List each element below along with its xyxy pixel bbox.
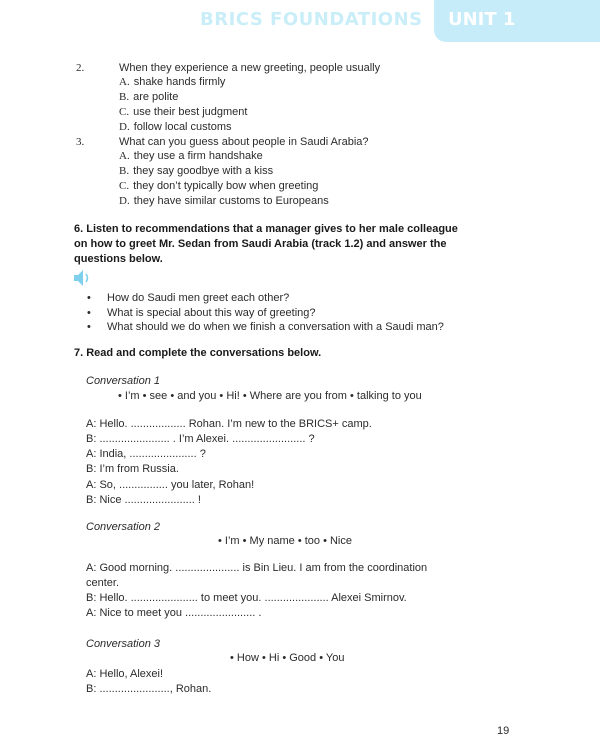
page-header <box>0 0 600 44</box>
option-text: follow local customs <box>133 121 232 133</box>
conversation-1-wordbank: • I’m • see • and you • Hi! • Where are you from • talking to you <box>118 390 422 402</box>
option-letter: D. <box>119 195 130 207</box>
list-item: • How do Saudi men greet each other? <box>87 291 444 306</box>
conversation-1-line: A: So, ................ you later, Rohan! <box>86 479 255 491</box>
task-6-line-1: 6. Listen to recommendations that a manager gives to her male colleague <box>74 223 458 235</box>
q3-option-b <box>119 165 273 177</box>
list-item: • What should we do when we finish a conversation with a Saudi man? <box>87 320 444 335</box>
unit-label: UNIT 1 <box>448 9 516 30</box>
q3-option-c <box>119 180 318 192</box>
option-letter: B. <box>119 91 130 103</box>
conversation-2-line: A: Nice to meet you ....................... . <box>86 607 262 619</box>
option-letter: C. <box>119 106 130 118</box>
conversation-1-line: B: ....................... . I’m Alexei. ........................ ? <box>86 433 315 445</box>
task-7-heading: 7. Read and complete the conversations below. <box>74 347 322 359</box>
page-number: 19 <box>497 725 510 737</box>
conversation-1-line: B: I’m from Russia. <box>86 463 179 475</box>
conversation-2-line: B: Hello. ...................... to meet you. ..................... Alexei Smirnov. <box>86 592 407 604</box>
question-3-number: 3. <box>76 136 85 148</box>
option-text: they say goodbye with a kiss <box>133 165 274 177</box>
task-6-questions <box>87 291 444 335</box>
question-3-text: What can you guess about people in Saudi Arabia? <box>119 136 369 148</box>
q2-option-d <box>119 121 232 133</box>
task-6-heading <box>74 222 458 267</box>
q2-option-c <box>119 106 247 118</box>
option-text: they use a firm handshake <box>133 150 263 162</box>
option-letter: D. <box>119 121 130 133</box>
option-text: use their best judgment <box>133 106 248 118</box>
conversation-2-line: A: Good morning. ..................... is Bin Lieu. I am from the coordination <box>86 562 428 574</box>
header-title: BRICS FOUNDATIONS <box>200 9 423 30</box>
conversation-3-line: B: ......................., Rohan. <box>86 683 212 695</box>
conversation-3-title: Conversation 3 <box>86 638 160 650</box>
q2-option-a <box>119 76 225 88</box>
conversation-2-title: Conversation 2 <box>86 521 160 533</box>
conversation-1-line: A: India, ...................... ? <box>86 448 206 460</box>
task-6-line-2: on how to greet Mr. Sedan from Saudi Arabia (track 1.2) and answer the <box>74 238 447 250</box>
q3-option-d <box>119 195 329 207</box>
conversation-2-line: center. <box>86 577 120 589</box>
option-text: they have similar customs to Europeans <box>133 195 329 207</box>
option-text: they don’t typically bow when greeting <box>133 180 319 192</box>
task-6-line-3: questions below. <box>74 253 163 265</box>
conversation-3-line: A: Hello, Alexei! <box>86 668 164 680</box>
q3-option-a <box>119 150 263 162</box>
conversation-1-line: B: Nice ....................... ! <box>86 494 201 506</box>
speaker-icon[interactable] <box>72 268 94 288</box>
option-text: are polite <box>133 91 179 103</box>
conversation-1-line: A: Hello. .................. Rohan. I’m new to the BRICS+ camp. <box>86 418 372 430</box>
option-letter: A. <box>119 76 130 88</box>
conversation-1-title: Conversation 1 <box>86 375 160 387</box>
option-letter: C. <box>119 180 130 192</box>
option-text: shake hands firmly <box>133 76 226 88</box>
q2-option-b <box>119 91 178 103</box>
list-item: • What is special about this way of greeting? <box>87 306 444 321</box>
conversation-2-wordbank: • I’m • My name • too • Nice <box>218 535 352 547</box>
question-2-number: 2. <box>76 62 85 74</box>
conversation-3-wordbank: • How • Hi • Good • You <box>230 652 345 664</box>
option-letter: B. <box>119 165 130 177</box>
option-letter: A. <box>119 150 130 162</box>
unit-tab <box>434 0 600 42</box>
question-2-text: When they experience a new greeting, people usually <box>119 62 381 74</box>
